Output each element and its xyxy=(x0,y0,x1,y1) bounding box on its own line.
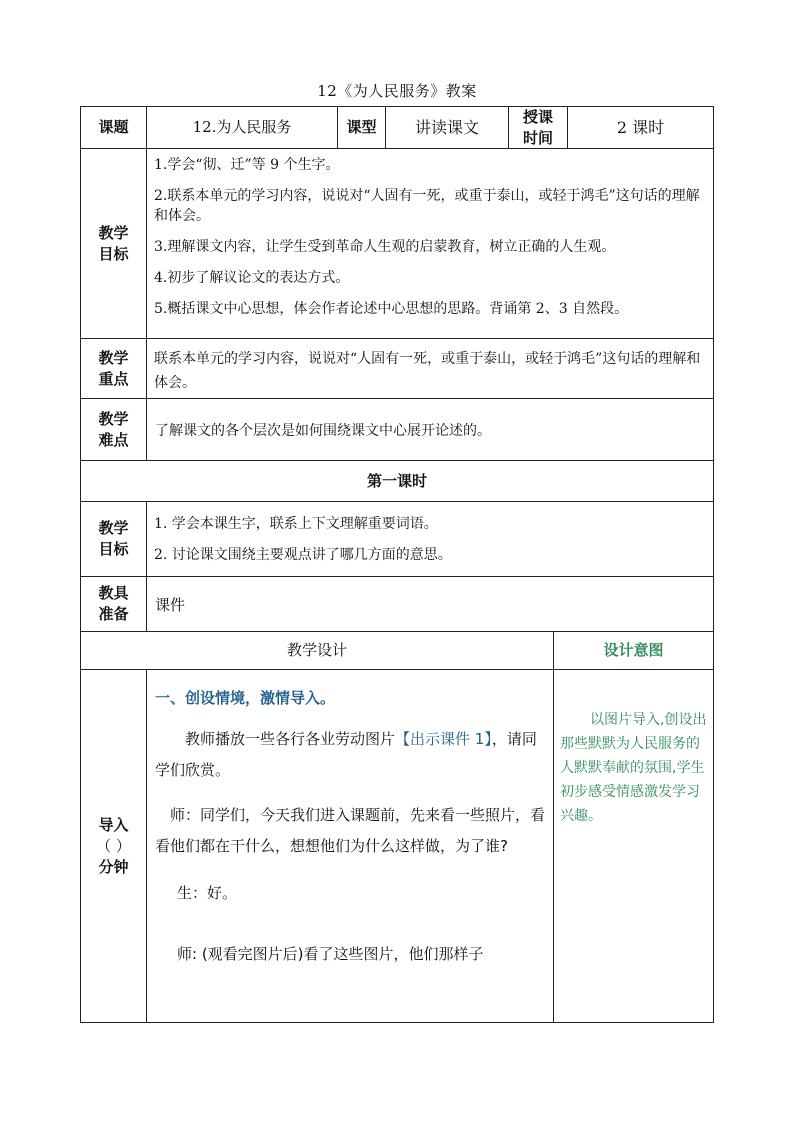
intro-label-line1: 导入 xyxy=(98,815,129,834)
lesson-label-cell xyxy=(80,106,147,149)
type-value-cell xyxy=(385,106,509,149)
goals-label-cell xyxy=(80,148,147,339)
intro-para1-end: ，请同学们欣赏。 xyxy=(155,730,537,779)
intro-heading-row xyxy=(155,688,545,708)
goal-item: 5.概括课文中心思想，体会作者论述中心思想的思路。背诵第 2、3 自然段。 xyxy=(154,301,629,317)
keypoints-content-cell xyxy=(146,338,714,399)
period-goals-label-cell xyxy=(80,501,147,577)
difficulties-content-cell xyxy=(146,398,714,461)
period-goals-label-line1: 教学 xyxy=(98,519,129,537)
design-header-cell xyxy=(80,631,554,670)
type-label-cell xyxy=(337,106,386,149)
first-period-heading-cell xyxy=(80,460,714,502)
goal-item: 4.初步了解议论文的表达方式。 xyxy=(154,270,350,286)
goals-label-line2: 目标 xyxy=(98,244,129,263)
difficulties-label-cell xyxy=(80,398,147,461)
intro-label-cell xyxy=(80,669,147,1023)
time-value-cell xyxy=(567,106,714,149)
time-label-line2: 时间 xyxy=(522,128,553,147)
tools-text: 课件 xyxy=(155,595,186,614)
type-label: 课型 xyxy=(346,118,377,136)
period-goal-item: 1. 学会本课生字，联系上下文理解重要词语。 xyxy=(154,516,438,532)
intro-label-line3: 分钟 xyxy=(98,857,129,876)
document-title: 12《为人民服务》教案 xyxy=(317,82,477,100)
tools-label-cell xyxy=(80,576,147,632)
goal-item: 1.学会“彻、迁”等 9 个生字。 xyxy=(154,157,340,173)
time-label-line1: 授课 xyxy=(522,107,553,126)
intro-content-cell xyxy=(146,669,554,1023)
slide-marker: 【出示课件 1】 xyxy=(395,730,492,748)
intro-paragraph-2: 师：同学们，今天我们进入课题前，先来看一些照片，看看他们都在干什么，想想他们为什么这样做，为了谁? xyxy=(155,806,546,855)
period-goal-item: 2. 讨论课文围绕主要观点讲了哪几方面的意思。 xyxy=(154,547,452,563)
keypoints-text: 联系本单元的学习内容，说说对“人固有一死，或重于泰山，或轻于鸿毛”这句话的理解和体会。 xyxy=(154,351,701,391)
tools-label-line1: 教具 xyxy=(98,584,129,602)
intro-para1-start: 教师播放一些各行各业劳动图片 xyxy=(185,730,396,748)
lesson-label: 课题 xyxy=(98,118,129,136)
keypoints-label-cell xyxy=(80,338,147,399)
difficulties-label-line1: 教学 xyxy=(98,409,129,428)
intro-heading: 一、创设情境，激情导入。 xyxy=(155,689,336,707)
intro-intent-text: 以图片导入,创设出那些默默为人民服务的人默默奉献的氛围,学生初步感受情感激发学习兴趣。 xyxy=(560,712,707,824)
keypoints-label-line1: 教学 xyxy=(98,348,129,367)
goals-content-cell xyxy=(146,148,714,339)
intent-header: 设计意图 xyxy=(603,641,664,659)
period-goals-content-cell xyxy=(146,501,714,577)
intro-paragraph-4: 师: (观看完图片后)看了这些图片，他们那样子 xyxy=(177,945,484,963)
intro-intent-cell xyxy=(553,669,714,1023)
difficulties-label-line2: 难点 xyxy=(98,430,129,449)
tools-label-line2: 准备 xyxy=(98,605,129,623)
keypoints-label-line2: 重点 xyxy=(98,369,129,388)
period-goals-label-line2: 目标 xyxy=(98,540,129,558)
goal-item: 3.理解课文内容，让学生受到革命人生观的启蒙教育，树立正确的人生观。 xyxy=(154,239,616,255)
time-label-cell xyxy=(508,106,568,149)
intent-header-cell xyxy=(553,631,714,670)
first-period-heading: 第一课时 xyxy=(366,471,427,490)
intro-paragraph-3: 生：好。 xyxy=(177,884,238,902)
intro-label-line2: （ ） xyxy=(96,836,131,855)
design-header: 教学设计 xyxy=(286,641,347,659)
time-value: 2 课时 xyxy=(616,118,665,137)
goal-item: 2.联系本单元的学习内容，说说对“人固有一死，或重于泰山，或轻于鸿毛”这句话的理解和体会。 xyxy=(154,188,700,224)
intro-paragraph-1 xyxy=(155,724,545,786)
tools-content-cell xyxy=(146,576,714,632)
lesson-value: 12.为人民服务 xyxy=(192,118,292,136)
difficulties-text: 了解课文的各个层次是如何围绕课文中心展开论述的。 xyxy=(155,422,491,439)
lesson-value-cell xyxy=(146,106,338,149)
goals-label-line1: 教学 xyxy=(98,223,129,242)
type-value: 讲读课文 xyxy=(414,118,479,137)
